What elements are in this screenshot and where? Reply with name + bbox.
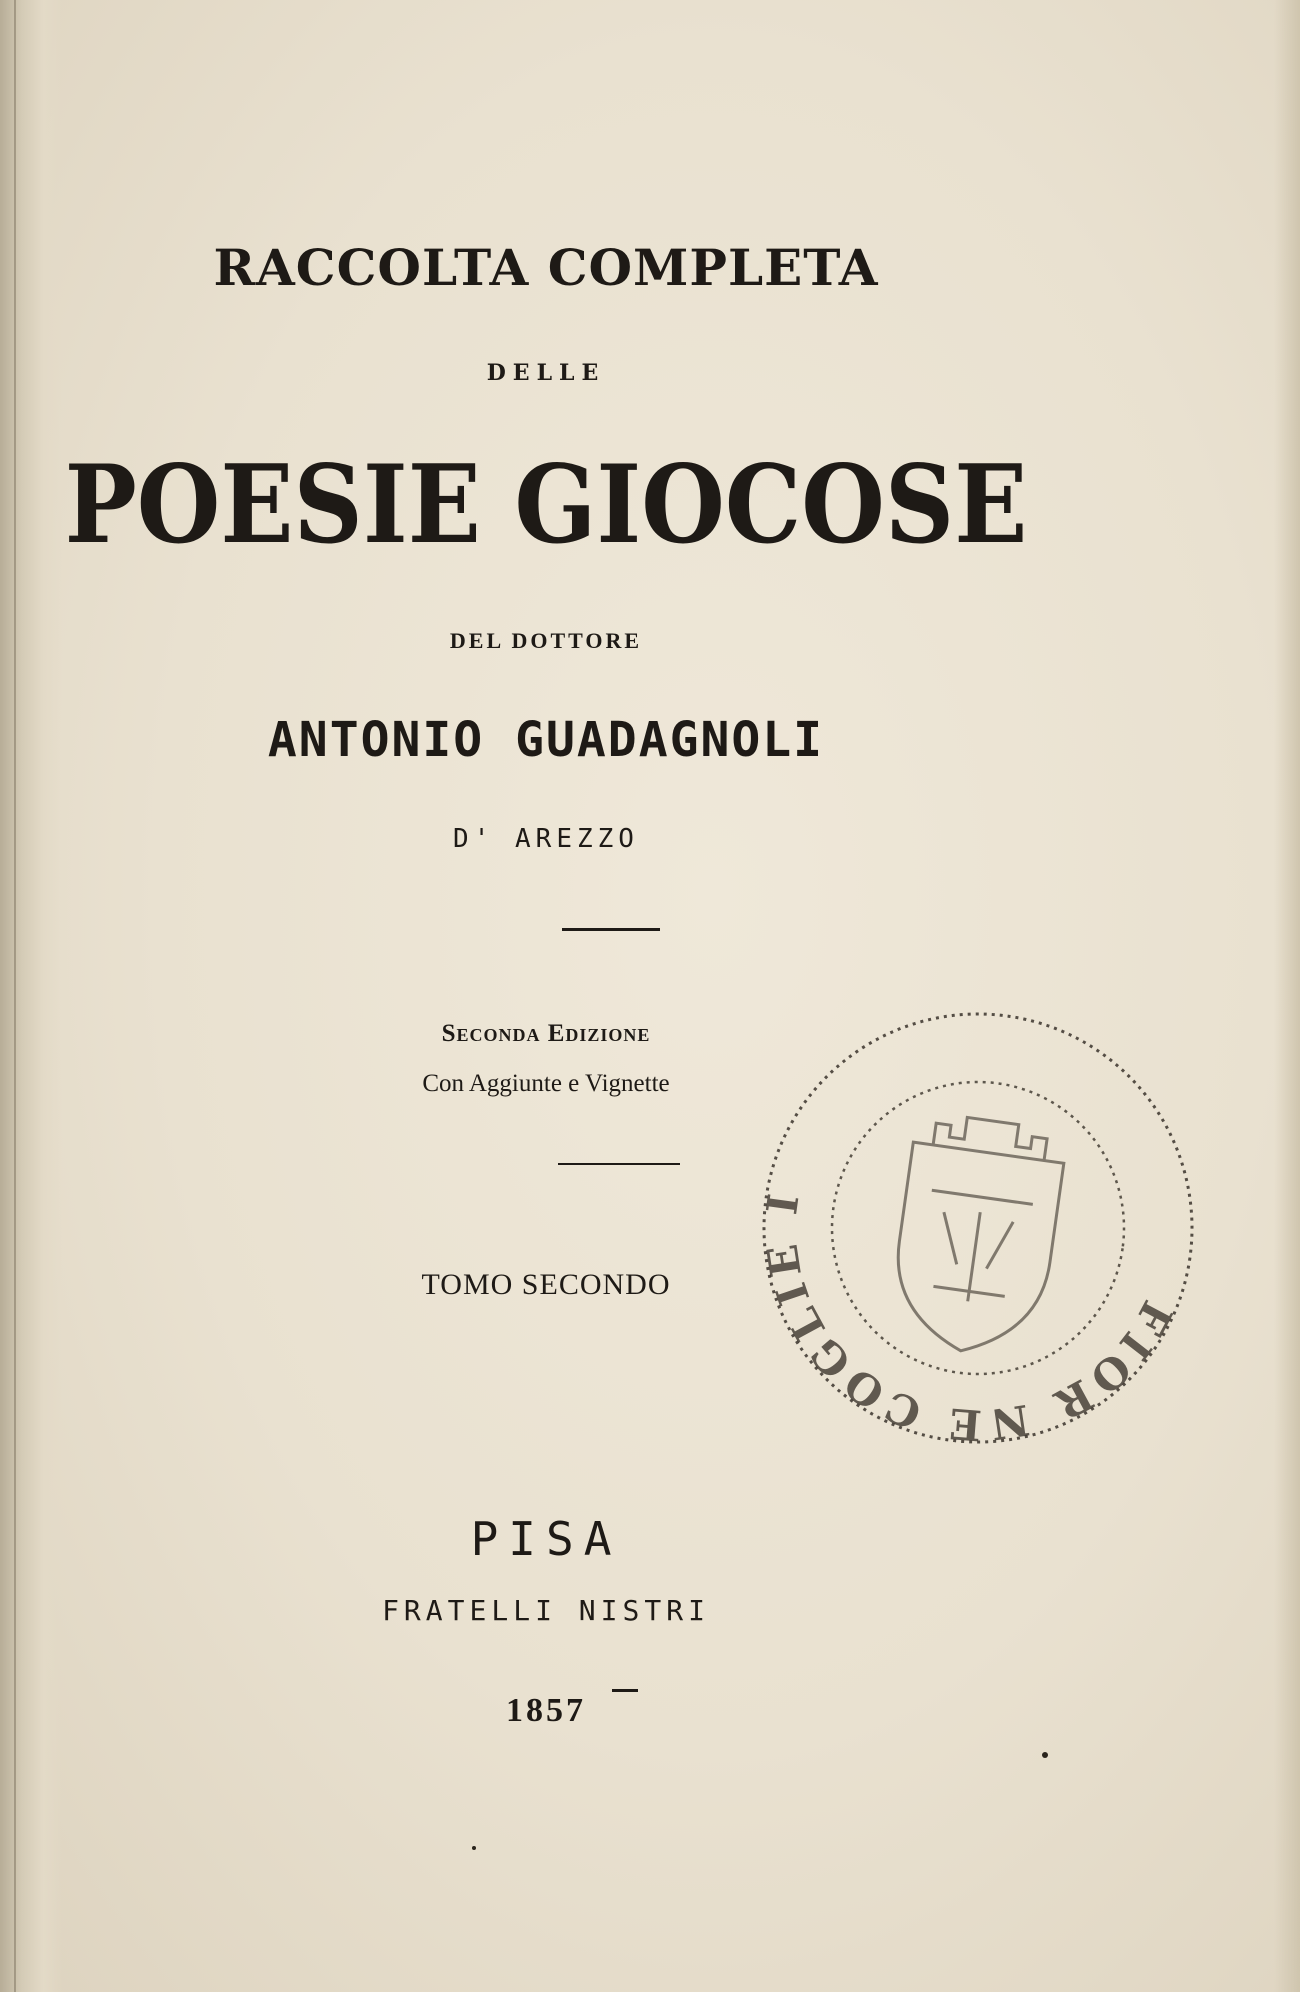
main-title-poesie-giocose: POESIE GIOCOSE [64, 441, 1028, 568]
author-origin: D' AREZZO [453, 824, 639, 854]
paper-speck [472, 1846, 476, 1850]
decorative-rule-middle [558, 1163, 680, 1165]
page-right-edge [1274, 0, 1300, 1992]
title-line-delle: DELLE [486, 360, 606, 386]
imprint-publisher: FRATELLI NISTRI [382, 1594, 710, 1627]
author-name: ANTONIO GUADAGNOLI [267, 712, 825, 768]
imprint-city: PISA [470, 1512, 622, 1566]
title-line-raccolta-completa: RACCOLTA COMPLETA [213, 238, 879, 297]
author-prefix: DEL DOTTORE [449, 628, 643, 653]
library-stamp-seal [752, 1002, 1204, 1454]
volume-label: TOMO SECONDO [421, 1268, 671, 1301]
stamp-motto: FIOR NE COGLIE IL [756, 1185, 1182, 1450]
decorative-rule-top [562, 928, 660, 931]
edition-note: Con Aggiunte e Vignette [422, 1070, 670, 1097]
edition-label: Seconda Edizione [441, 1020, 651, 1047]
imprint-year: 1857 [506, 1692, 586, 1729]
stamp-coat-of-arms-emblem [885, 1110, 1068, 1361]
paper-speck [1042, 1752, 1048, 1758]
